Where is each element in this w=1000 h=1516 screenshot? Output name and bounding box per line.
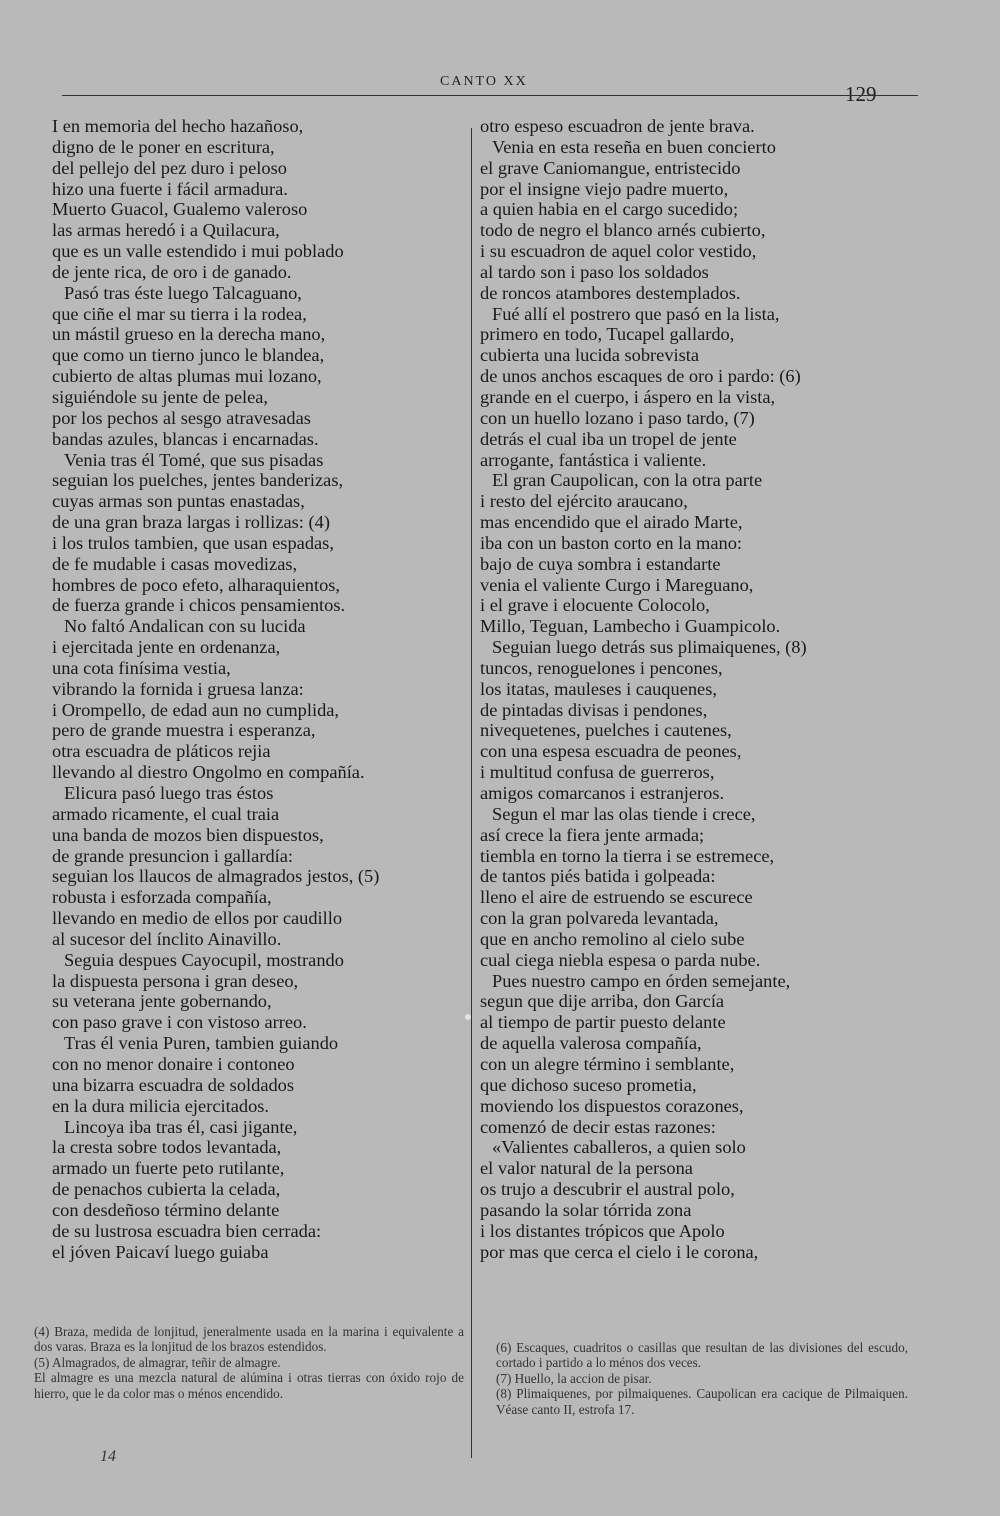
verse-line: moviendo los dispuestos corazones, (480, 1095, 744, 1116)
verse-line: bandas azules, blancas i encarnadas. (52, 428, 319, 449)
verse-line: No faltó Andalican con su lucida (64, 616, 306, 637)
footnote: El almagre es una mezcla natural de alúmina i otras tierras con óxido rojo de hierro, que le da color mas o ménos encendido. (34, 1370, 464, 1401)
verse-line: que dichoso suceso prometia, (480, 1074, 697, 1095)
verse-line: de grande presuncion i gallardía: (52, 845, 294, 866)
footnote: (6) Escaques, cuadritos o casillas que resultan de las divisiones del escudo, cortado i partido a lo ménos dos veces. (496, 1340, 908, 1371)
verse-line: bajo de cuya sombra i estandarte (480, 553, 721, 574)
verse-line: de roncos atambores destemplados. (480, 282, 741, 303)
verse-line: el grave Caniomangue, entristecido (480, 157, 741, 178)
footnote: (8) Plimaiquenes, por pilmaiquenes. Caupolican era cacique de Pilmaiquen. Véase canto II, estrofa 17. (496, 1386, 908, 1417)
verse-line: que es un valle estendido i mui poblado (52, 241, 344, 262)
verse-line: de pintadas divisas i pendones, (480, 699, 708, 720)
verse-line: así crece la fiera jente armada; (480, 824, 705, 845)
verse-line: Tras él venia Puren, tambien guiando (64, 1033, 339, 1054)
verse-line: por los pechos al sesgo atravesadas (52, 407, 311, 428)
verse-line: Pues nuestro campo en órden semejante, (492, 970, 791, 991)
verse-line: segun que dije arriba, don García (480, 991, 725, 1012)
verse-line: robusta i esforzada compañía, (52, 887, 272, 908)
verse-line: digno de le poner en escritura, (52, 136, 275, 157)
verse-line: del pellejo del pez duro i peloso (52, 157, 287, 178)
left-verse-column (52, 116, 467, 1262)
verse-line: i multitud confusa de guerreros, (480, 762, 715, 783)
verse-line: las armas heredó i a Quilacura, (52, 220, 280, 241)
verse-line: que ciñe el mar su tierra i la rodea, (52, 303, 307, 324)
verse-line: vibrando la fornida i gruesa lanza: (52, 678, 304, 699)
verse-line: «Valientes caballeros, a quien solo (492, 1137, 746, 1158)
verse-line: Venia en esta reseña en buen concierto (492, 136, 776, 157)
footnote: (7) Huello, la accion de pisar. (496, 1370, 652, 1386)
verse-line: todo de negro el blanco arnés cubierto, (480, 220, 766, 241)
verse-line: lleno el aire de estruendo se escurece (480, 887, 753, 908)
verse-line: el valor natural de la persona (480, 1158, 693, 1179)
verse-line: os trujo a descubrir el austral polo, (480, 1179, 735, 1200)
verse-line: Elicura pasó luego tras éstos (64, 783, 274, 803)
verse-line: seguian los puelches, jentes banderizas, (52, 470, 344, 491)
verse-line: arrogante, fantástica i valiente. (480, 449, 707, 470)
verse-line: una bizarra escuadra de soldados (52, 1074, 295, 1095)
header-rule (62, 95, 918, 96)
verse-line: una banda de mozos bien dispuestos, (52, 824, 324, 845)
verse-line: otra escuadra de pláticos rejia (52, 741, 271, 762)
verse-line: con un alegre término i semblante, (480, 1053, 735, 1074)
right-verse-column (480, 116, 910, 1262)
verse-line: Fué allí el postrero que pasó en la lista, (492, 303, 780, 324)
verse-line: cubierto de altas plumas mui lozano, (52, 366, 322, 387)
verse-line: pasando la solar tórrida zona (480, 1199, 692, 1220)
verse-line: llevando al diestro Ongolmo en compañía. (52, 762, 365, 783)
verse-line: nivequetenes, puelches i cautenes, (480, 720, 732, 741)
verse-line: con no menor donaire i contoneo (52, 1053, 295, 1074)
verse-line: comenzó de decir estas razones: (480, 1116, 716, 1137)
verse-line: la dispuesta persona i gran deseo, (52, 970, 299, 991)
verse-line: i su escuadron de aquel color vestido, (480, 241, 757, 262)
verse-line: iba con un baston corto en la mano: (480, 532, 742, 553)
verse-line: de unos anchos escaques de oro i pardo: (6) (480, 366, 801, 387)
verse-line: de una gran braza largas i rollizas: (4) (52, 512, 330, 533)
verse-line: con paso grave i con vistoso arreo. (52, 1012, 307, 1033)
verse-line: de su lustrosa escuadra bien cerrada: (52, 1220, 322, 1241)
verse-line: Venia tras él Tomé, que sus pisadas (64, 449, 324, 470)
verse-line: detrás el cual iba un tropel de jente (480, 428, 737, 449)
verse-line: un mástil grueso en la derecha mano, (52, 324, 326, 345)
verse-line: i los trulos tambien, que usan espadas, (52, 532, 334, 553)
verse-line: i Orompello, de edad aun no cumplida, (52, 699, 340, 720)
verse-line: los itatas, mauleses i cauquenes, (480, 678, 717, 699)
verse-line: cubierta una lucida sobrevista (480, 345, 700, 366)
running-head: CANTO XX (440, 74, 528, 89)
verse-line: que como un tierno junco le blandea, (52, 345, 325, 366)
verse-line: el jóven Paicaví luego guiaba (52, 1241, 269, 1262)
verse-line: al tiempo de partir puesto delante (480, 1012, 726, 1033)
verse-line: cuyas armas son puntas enastadas, (52, 491, 305, 512)
verse-line: siguiéndole su jente de pelea, (52, 386, 269, 407)
verse-line: por mas que cerca el cielo i le corona, (480, 1241, 759, 1262)
verse-line: Seguia despues Cayocupil, mostrando (64, 949, 344, 970)
verse-line: con una espesa escuadra de peones, (480, 741, 742, 762)
verse-line: i ejercitada jente en ordenanza, (52, 637, 281, 658)
verse-line: Segun el mar las olas tiende i crece, (492, 803, 756, 824)
verse-line: la cresta sobre todos levantada, (52, 1137, 282, 1158)
verse-line: de aquella valerosa compañía, (480, 1033, 702, 1054)
verse-line: cual ciega niebla espesa o parda nube. (480, 949, 761, 970)
verse-line: tuncos, renoguelones i pencones, (480, 657, 723, 678)
verse-line: hizo una fuerte i fácil armadura. (52, 178, 288, 199)
verse-line: grande en el cuerpo, i áspero en la vista, (480, 386, 776, 407)
verse-line: Lincoya iba tras él, casi jigante, (64, 1116, 298, 1137)
verse-line: Muerto Guacol, Gualemo valeroso (52, 199, 308, 220)
verse-line: Millo, Teguan, Lambecho i Guampicolo. (480, 616, 781, 637)
verse-line: que en ancho remolino al cielo sube (480, 928, 745, 949)
verse-line: a quien habia en el cargo sucedido; (480, 199, 739, 220)
verse-line: Seguian luego detrás sus plimaiquenes, (8) (492, 637, 807, 658)
signature-mark: 14 (100, 1448, 116, 1465)
verse-line: mas encendido que el airado Marte, (480, 512, 743, 533)
verse-line: i el grave i elocuente Colocolo, (480, 595, 710, 616)
verse-line: El gran Caupolican, con la otra parte (492, 470, 763, 491)
verse-line: por el insigne viejo padre muerto, (480, 178, 729, 199)
verse-line: Pasó tras éste luego Talcaguano, (64, 282, 302, 303)
verse-line: otro espeso escuadron de jente brava. (480, 116, 755, 136)
verse-line: de fuerza grande i chicos pensamientos. (52, 595, 346, 616)
verse-line: armado un fuerte peto rutilante, (52, 1158, 285, 1179)
verse-line: llevando en medio de ellos por caudillo (52, 908, 343, 929)
verse-line: al sucesor del ínclito Ainavillo. (52, 928, 282, 949)
verse-line: venia el valiente Curgo i Mareguano, (480, 574, 754, 595)
verse-line: al tardo son i paso los soldados (480, 261, 709, 282)
verse-line: una cota finísima vestia, (52, 657, 231, 678)
verse-line: primero en todo, Tucapel gallardo, (480, 324, 735, 345)
footnote: (4) Braza, medida de lonjitud, jeneralmente usada en la marina i equivalente a dos varas. Braza es la lonjitud de los brazos estendidos. (34, 1324, 464, 1355)
verse-line: pero de grande muestra i esperanza, (52, 720, 316, 741)
verse-line: de penachos cubierta la celada, (52, 1179, 281, 1200)
verse-line: en la dura milicia ejercitados. (52, 1095, 270, 1116)
verse-line: de jente rica, de oro i de ganado. (52, 261, 292, 282)
verse-line: hombres de poco efeto, alharaquientos, (52, 574, 341, 595)
verse-line: seguian los llaucos de almagrados jestos, (5) (52, 866, 380, 887)
verse-line: con la gran polvareda levantada, (480, 908, 719, 929)
verse-line: de fe mudable i casas movedizas, (52, 553, 298, 574)
column-rule (471, 128, 472, 1458)
verse-line: con un huello lozano i paso tardo, (7) (480, 407, 755, 428)
verse-line: su veterana jente gobernando, (52, 991, 272, 1012)
verse-line: con desdeñoso término delante (52, 1199, 280, 1220)
verse-line: tiembla en torno la tierra i se estremece, (480, 845, 775, 866)
verse-line: i los distantes trópicos que Apolo (480, 1220, 725, 1241)
verse-line: de tantos piés batida i golpeada: (480, 866, 716, 887)
verse-line: I en memoria del hecho hazañoso, (52, 116, 304, 136)
page-number: 129 (845, 82, 877, 106)
verse-line: armado ricamente, el cual traia (52, 803, 280, 824)
left-footnotes (34, 1324, 464, 1401)
verse-line: amigos comarcanos i estranjeros. (480, 783, 725, 803)
verse-line: i resto del ejército araucano, (480, 491, 688, 512)
right-footnotes (496, 1340, 908, 1417)
footnote: (5) Almagrados, de almagrar, teñir de almagre. (34, 1354, 281, 1370)
